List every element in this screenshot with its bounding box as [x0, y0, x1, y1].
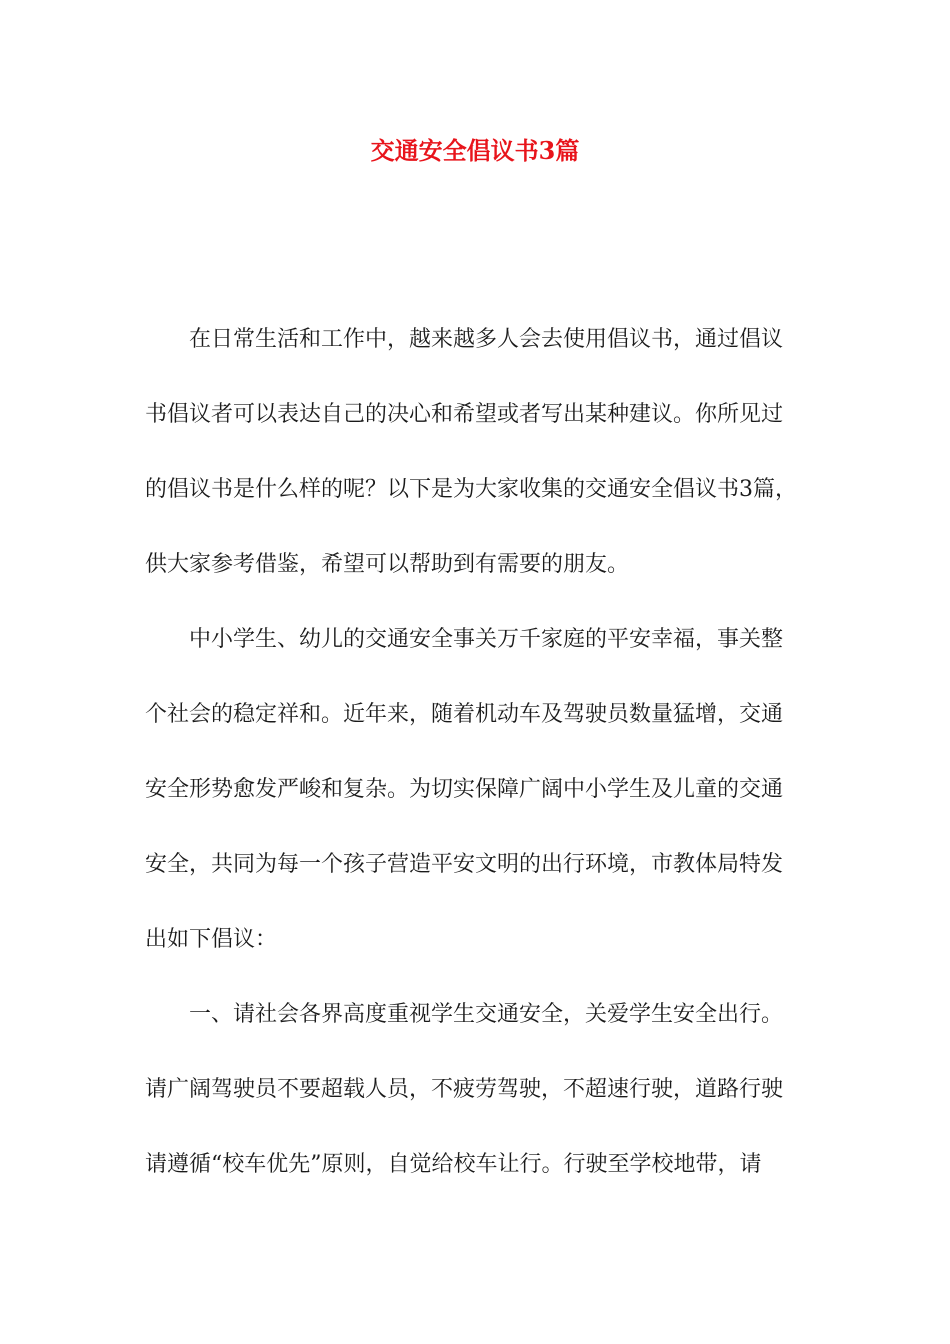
document-title: 交通安全倡议书3篇 — [370, 136, 580, 165]
paragraph-line: 安全形势愈发严峻和复杂。为切实保障广阔中小学生及儿童的交通 — [145, 777, 784, 802]
paragraph-line: 个社会的稳定祥和。近年来，随着机动车及驾驶员数量猛增，交通 — [145, 702, 784, 727]
paragraph-line: 中小学生、幼儿的交通安全事关万千家庭的平安幸福，事关整 — [189, 627, 784, 652]
paragraph-line: 的倡议书是什么样的呢？以下是为大家收集的交通安全倡议书3篇， — [145, 477, 797, 502]
paragraph-line: 在日常生活和工作中，越来越多人会去使用倡议书，通过倡议 — [189, 327, 784, 352]
paragraph-line: 请广阔驾驶员不要超载人员，不疲劳驾驶，不超速行驶，道路行驶 — [145, 1077, 784, 1102]
paragraph-line: 安全，共同为每一个孩子营造平安文明的出行环境，市教体局特发 — [145, 852, 784, 877]
paragraph-line: 出如下倡议： — [145, 927, 278, 952]
paragraph-line: 一、请社会各界高度重视学生交通安全，关爱学生安全出行。 — [189, 1002, 784, 1027]
paragraph-line: 供大家参考借鉴，希望可以帮助到有需要的朋友。 — [145, 552, 630, 577]
paragraph-line: 书倡议者可以表达自己的决心和希望或者写出某种建议。你所见过 — [145, 402, 784, 427]
paragraph-line: 请遵循“校车优先”原则，自觉给校车让行。行驶至学校地带，请 — [145, 1152, 762, 1177]
